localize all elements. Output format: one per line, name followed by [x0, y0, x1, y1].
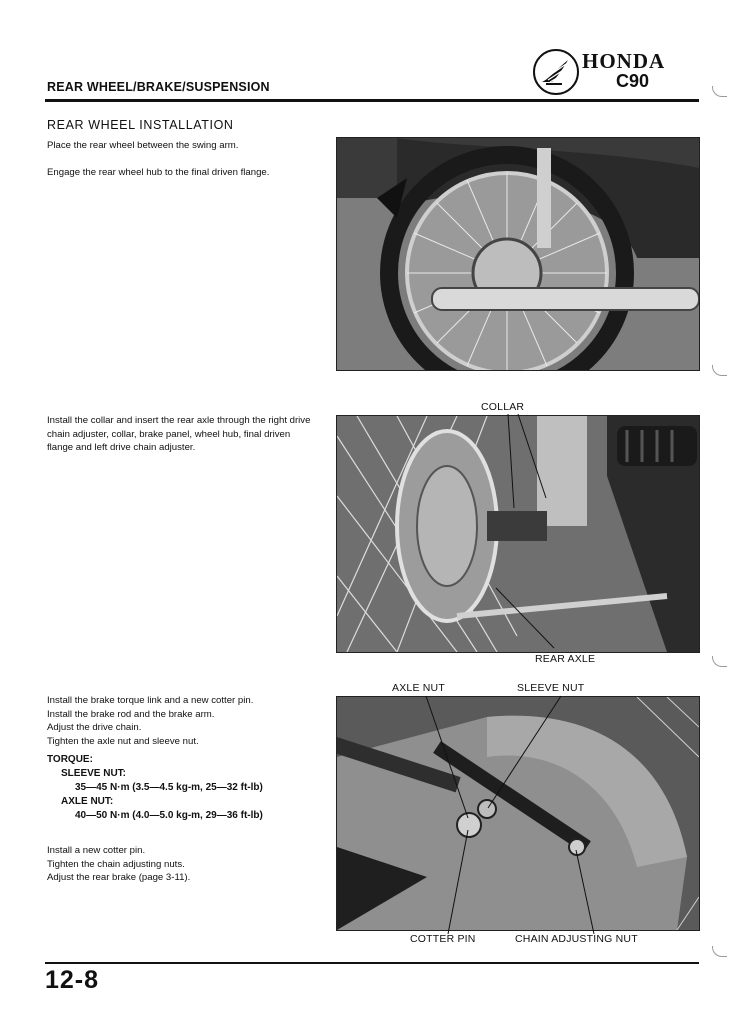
torque-label: TORQUE:	[47, 754, 93, 765]
torque-spec	[47, 753, 263, 823]
instruction-line: Tighten the axle nut and sleeve nut.	[47, 735, 199, 747]
binder-mark	[712, 946, 727, 957]
header-rule	[45, 99, 699, 102]
callout-rear-axle: REAR AXLE	[535, 653, 596, 665]
instruction-engage-hub: Engage the rear wheel hub to the final driven flange.	[47, 167, 270, 178]
axle-nut-value: 40—50 N·m (4.0—5.0 kg-m, 29—36 ft-lb)	[75, 810, 263, 821]
page-number: 12-8	[45, 966, 100, 994]
sleeve-nut-label: SLEEVE NUT:	[61, 768, 127, 779]
instruction-place-wheel: Place the rear wheel between the swing arm.	[47, 140, 239, 151]
instruction-line: Adjust the rear brake (page 3-11).	[47, 872, 191, 883]
axle-nut-label: AXLE NUT:	[61, 796, 114, 807]
instruction-line: Adjust the drive chain.	[47, 722, 142, 733]
brand-name: HONDA	[582, 49, 666, 73]
callout-chain-adjusting-nut: CHAIN ADJUSTING NUT	[515, 933, 638, 945]
callout-sleeve-nut: SLEEVE NUT	[517, 682, 585, 694]
section-title: REAR WHEEL/BRAKE/SUSPENSION	[47, 80, 270, 94]
model-name: C90	[616, 71, 650, 91]
binder-mark	[712, 86, 727, 97]
honda-wing-logo-icon	[532, 48, 580, 96]
callout-axle-nut: AXLE NUT	[392, 682, 445, 694]
instruction-cotter-pin	[47, 844, 190, 885]
instruction-line: Tighten the chain adjusting nuts.	[47, 858, 185, 870]
collar-axle-photo	[336, 415, 700, 653]
rear-wheel-photo	[336, 137, 700, 371]
binder-mark	[712, 365, 727, 376]
sleeve-nut-value: 35—45 N·m (3.5—4.5 kg-m, 25—32 ft-lb)	[75, 782, 263, 793]
page-heading: REAR WHEEL INSTALLATION	[47, 118, 234, 132]
binder-mark	[712, 656, 727, 667]
callout-cotter-pin: COTTER PIN	[410, 933, 476, 945]
instruction-line: Install the brake rod and the brake arm.	[47, 708, 215, 720]
instruction-install-collar: Install the collar and insert the rear axle through the right drive chain adjuster, collar, brake panel, wheel hub, final driven flange and left drive chain adjuster.	[47, 415, 311, 453]
axle-nut-sleeve-nut-photo	[336, 696, 700, 931]
callout-collar: COLLAR	[481, 401, 525, 413]
instruction-torque-link	[47, 694, 317, 748]
instruction-line: Install the brake torque link and a new cotter pin.	[47, 695, 254, 706]
instruction-line: Install a new cotter pin.	[47, 845, 146, 856]
footer-rule	[45, 962, 699, 964]
